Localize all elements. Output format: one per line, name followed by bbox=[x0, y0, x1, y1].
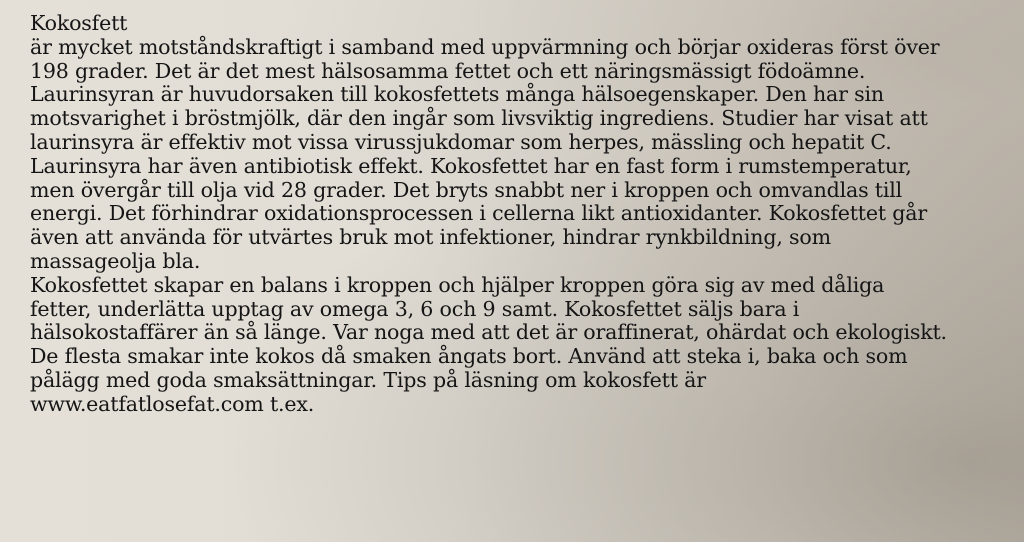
text-line: Laurinsyra har även antibiotisk effekt. Kokosfettet har en fast form i rumstemperatur, bbox=[30, 153, 912, 178]
text-line: hälsokostaffärer än så länge. Var noga med att det är oraffinerat, ohärdat och ekologiskt. bbox=[30, 320, 947, 345]
text-line: Laurinsyran är huvudorsaken till kokosfettets många hälsoegenskaper. Den har sin bbox=[30, 82, 884, 107]
document-title: Kokosfett bbox=[30, 11, 128, 35]
document-text bbox=[30, 12, 1015, 417]
text-line: laurinsyra är effektiv mot vissa virussjukdomar som herpes, mässling och hepatit C. bbox=[30, 129, 892, 154]
text-line: De flesta smakar inte kokos då smaken ångats bort. Använd att steka i, baka och som bbox=[30, 344, 908, 369]
text-line: massageolja bla. bbox=[30, 248, 201, 273]
text-line: är mycket motståndskraftigt i samband med uppvärmning och börjar oxideras först över bbox=[30, 34, 940, 59]
text-line: fetter, underlätta upptag av omega 3, 6 och 9 samt. Kokosfettet säljs bara i bbox=[30, 296, 800, 321]
text-line: Kokosfettet skapar en balans i kroppen och hjälper kroppen göra sig av med dåliga bbox=[30, 272, 885, 297]
text-line: 198 grader. Det är det mest hälsosamma fettet och ett näringsmässigt födoämne. bbox=[30, 58, 866, 83]
text-line: energi. Det förhindrar oxidationsprocessen i cellerna likt antioxidanter. Kokosfettet går bbox=[30, 201, 928, 226]
text-line-url: www.eatfatlosefat.com t.ex. bbox=[30, 391, 315, 416]
text-line: motsvarighet i bröstmjölk, där den ingår som livsviktig ingrediens. Studier har visat att bbox=[30, 106, 928, 131]
text-line: även att använda för utvärtes bruk mot infektioner, hindrar rynkbildning, som bbox=[30, 225, 831, 250]
text-line: pålägg med goda smaksättningar. Tips på läsning om kokosfett är bbox=[30, 367, 706, 392]
text-line: men övergår till olja vid 28 grader. Det bryts snabbt ner i kroppen och omvandlas till bbox=[30, 177, 903, 202]
